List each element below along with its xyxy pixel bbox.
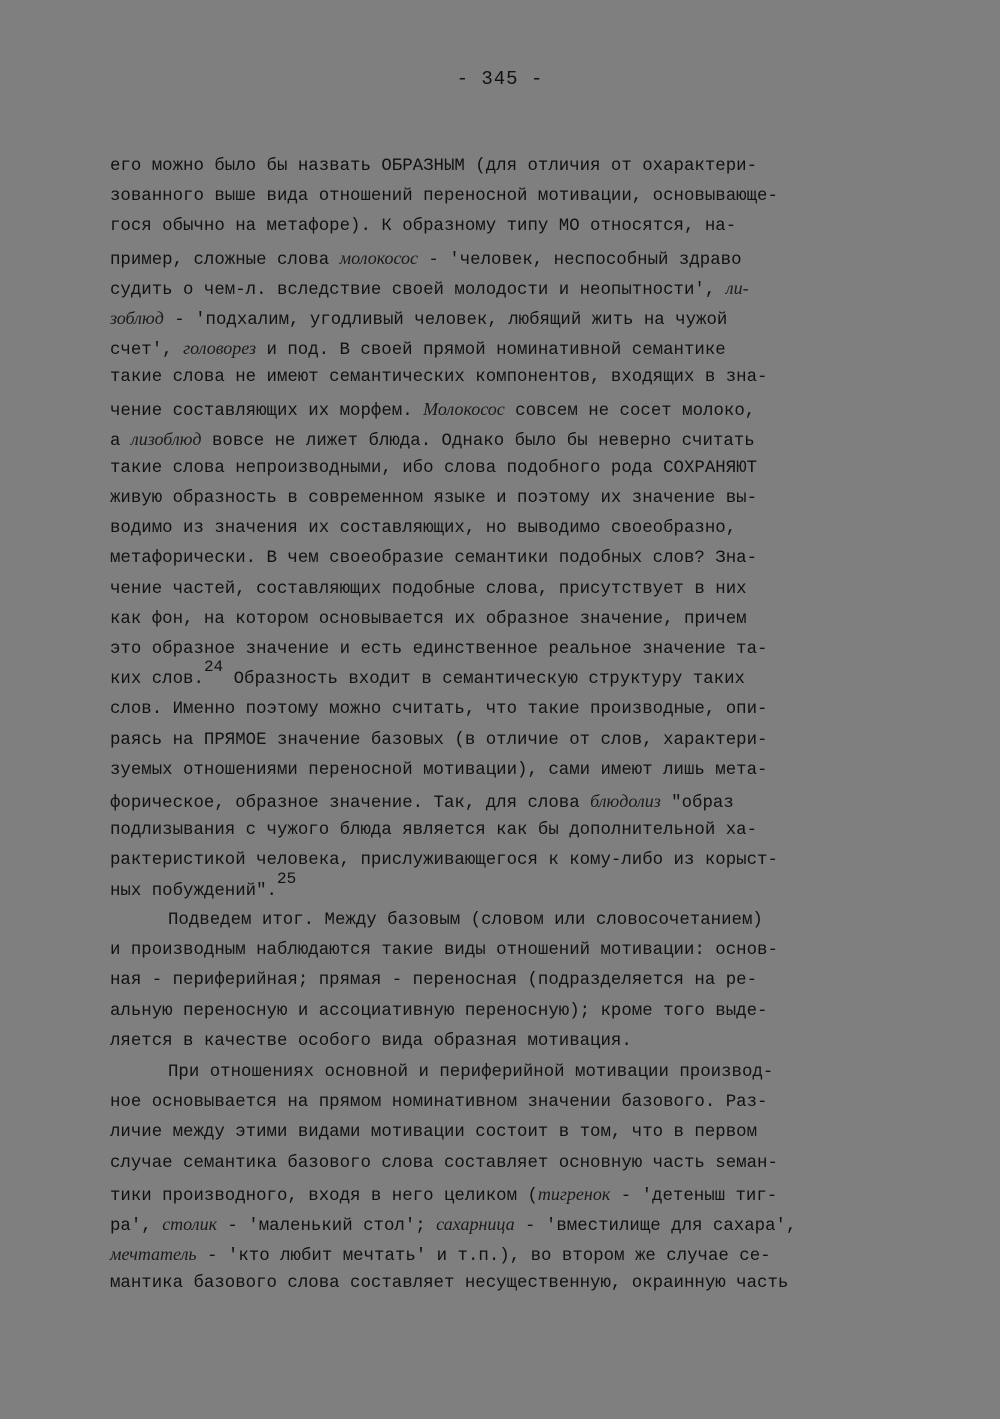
text-run: тики производного, входя в него целиком (: [110, 1186, 538, 1206]
text-line: [110, 394, 910, 424]
italic-term: столик: [162, 1213, 217, 1234]
text-line: [110, 1149, 910, 1179]
text-line: [110, 997, 910, 1027]
text-line: [110, 454, 910, 484]
text-line: [110, 424, 910, 454]
text-run: форическое, образное значение. Так, для слова: [110, 793, 591, 813]
text-run: раясь на ПРЯМОЕ значение базовых (в отличие от слов, характери-: [110, 730, 768, 750]
text-line: [110, 152, 910, 182]
text-run: - 'маленький стол';: [217, 1216, 437, 1236]
text-line: [110, 786, 910, 816]
text-run: такие слова непроизводными, ибо слова подобного рода СОХРАНЯЮТ: [110, 458, 758, 478]
text-run: - 'вместилище для сахара',: [514, 1216, 797, 1236]
text-run: ляется в качестве особого вида образная мотивация.: [110, 1031, 632, 1051]
italic-term: молокосос: [339, 247, 418, 268]
text-line: [110, 1027, 910, 1057]
text-run: "образ: [660, 793, 734, 813]
text-line: [110, 182, 910, 212]
paragraph: [110, 152, 910, 907]
text-run: ное основывается на прямом номинативном значении базового. Раз-: [110, 1093, 768, 1113]
text-line: [110, 726, 910, 756]
text-line: [110, 1239, 910, 1269]
text-run: ных побуждений".: [110, 881, 277, 901]
text-line: [110, 1088, 910, 1118]
text-run: гося обычно на метафоре). К образному типу МО относятся, на-: [110, 217, 737, 237]
text-line: [110, 363, 910, 393]
text-line: [110, 756, 910, 786]
text-line: [110, 514, 910, 544]
text-run: это образное значение и есть единственное реальное значение та-: [110, 640, 768, 659]
text-run: а: [110, 431, 131, 451]
text-run: рактеристикой человека, прислуживающегося к кому-либо из корыст-: [110, 851, 778, 871]
text-line: [110, 936, 910, 966]
text-line: [110, 605, 910, 635]
text-run: как фон, на котором основывается их образное значение, причем: [110, 609, 747, 629]
text-line: [110, 243, 910, 273]
italic-term: тигренок: [537, 1183, 611, 1204]
text-line: [110, 1118, 910, 1148]
text-line: [110, 846, 910, 876]
text-run: зованного выше вида отношений переносной мотивации, основывающе-: [110, 187, 778, 207]
text-line: [110, 635, 910, 665]
text-run: мантика базового слова составляет несущественную, окраинную часть: [110, 1274, 789, 1294]
paragraph: [110, 906, 910, 1057]
text-run: и под. В своей прямой номинативной семантике: [256, 341, 726, 361]
text-run: - 'кто любит мечтать' и т.п.), во втором же случае се-: [196, 1247, 771, 1267]
text-line: [110, 575, 910, 605]
text-run: чение частей, составляющих подобные слова, присутствует в них: [110, 579, 747, 599]
text-line: [110, 273, 910, 303]
text-line: [110, 816, 910, 846]
text-line: [110, 658, 910, 695]
text-run: ра',: [110, 1216, 163, 1236]
text-run: - 'подхалим, угодливый человек, любящий жить на чужой: [163, 310, 728, 330]
italic-term: мечтатель: [110, 1244, 197, 1265]
italic-term: зоблюд: [110, 307, 164, 328]
text-run: слов. Именно поэтому можно считать, что такие производные, опи-: [110, 700, 768, 720]
text-run: Образность входит в семантическую структуру таких: [223, 670, 745, 690]
italic-term: ли-: [725, 277, 749, 298]
italic-term: блюдолиз: [590, 790, 661, 811]
footnote-marker: 25: [276, 869, 297, 888]
text-run: случае семантика базового слова составляет основную часть seман-: [110, 1153, 778, 1173]
text-line: [110, 906, 910, 936]
text-run: При отношениях основной и периферийной мотивации производ-: [168, 1063, 774, 1082]
italic-term: головорез: [183, 338, 257, 359]
footnote-marker: 24: [203, 658, 224, 677]
text-line: [110, 695, 910, 725]
text-line: [110, 333, 910, 363]
italic-term: сахарница: [436, 1213, 515, 1234]
paragraph: [110, 1058, 910, 1300]
text-line: [110, 212, 910, 242]
text-run: метафорически. В чем своеобразие семантики подобных слов? Зна-: [110, 549, 758, 569]
text-run: альную переносную и ассоциативную переносную); кроме того выде-: [110, 1001, 768, 1021]
text-run: счет',: [110, 341, 184, 361]
text-line: [110, 484, 910, 514]
text-run: подлизывания с чужого блюда является как бы дополнительной ха-: [110, 821, 758, 841]
text-run: водимо из значения их составляющих, но выводимо своеобразно,: [110, 519, 737, 539]
text-line: [110, 1058, 910, 1088]
text-run: такие слова не имеют семантических компонентов, входящих в зна-: [110, 368, 768, 388]
text-run: - 'человек, неспособный здраво: [417, 250, 742, 270]
italic-term: Молокосос: [423, 398, 505, 419]
italic-term: лизоблюд: [130, 428, 202, 449]
text-line: [110, 544, 910, 574]
page-number: - 345 -: [456, 68, 544, 90]
text-run: ная - периферийная; прямая - переносная (подразделяется на ре-: [110, 971, 758, 991]
text-run: вовсе не лижет блюда. Однако было бы неверно считать: [201, 431, 755, 451]
text-run: совсем не сосет молоко,: [504, 401, 756, 421]
text-run: зуемых отношениями переносной мотивации), сами имеют лишь мета-: [110, 760, 768, 780]
text-line: [110, 303, 910, 333]
text-line: [110, 1179, 910, 1209]
text-line: [110, 966, 910, 996]
text-line: [110, 869, 910, 907]
text-line: [110, 1209, 910, 1239]
text-run: - 'детеныш тиг-: [610, 1186, 778, 1206]
text-run: Подведем итог. Между базовым (словом или словосочетанием): [168, 911, 763, 930]
text-run: чение составляющих их морфем.: [110, 401, 424, 421]
text-run: судить о чем-л. вследствие своей молодости и неопытности',: [110, 280, 726, 300]
text-run: живую образность в современном языке и поэтому их значение вы-: [110, 489, 758, 509]
text-run: пример, сложные слова: [110, 250, 340, 270]
text-run: личие между этими видами мотивации состоит в том, что в первом: [110, 1123, 758, 1143]
text-line: [110, 1269, 910, 1299]
text-run: ких слов.: [110, 670, 204, 690]
text-run: его можно было бы назвать ОБРАЗНЫМ (для отличия от охарактери-: [110, 157, 758, 176]
text-run: и производным наблюдаются такие виды отношений мотивации: основ-: [110, 941, 778, 961]
